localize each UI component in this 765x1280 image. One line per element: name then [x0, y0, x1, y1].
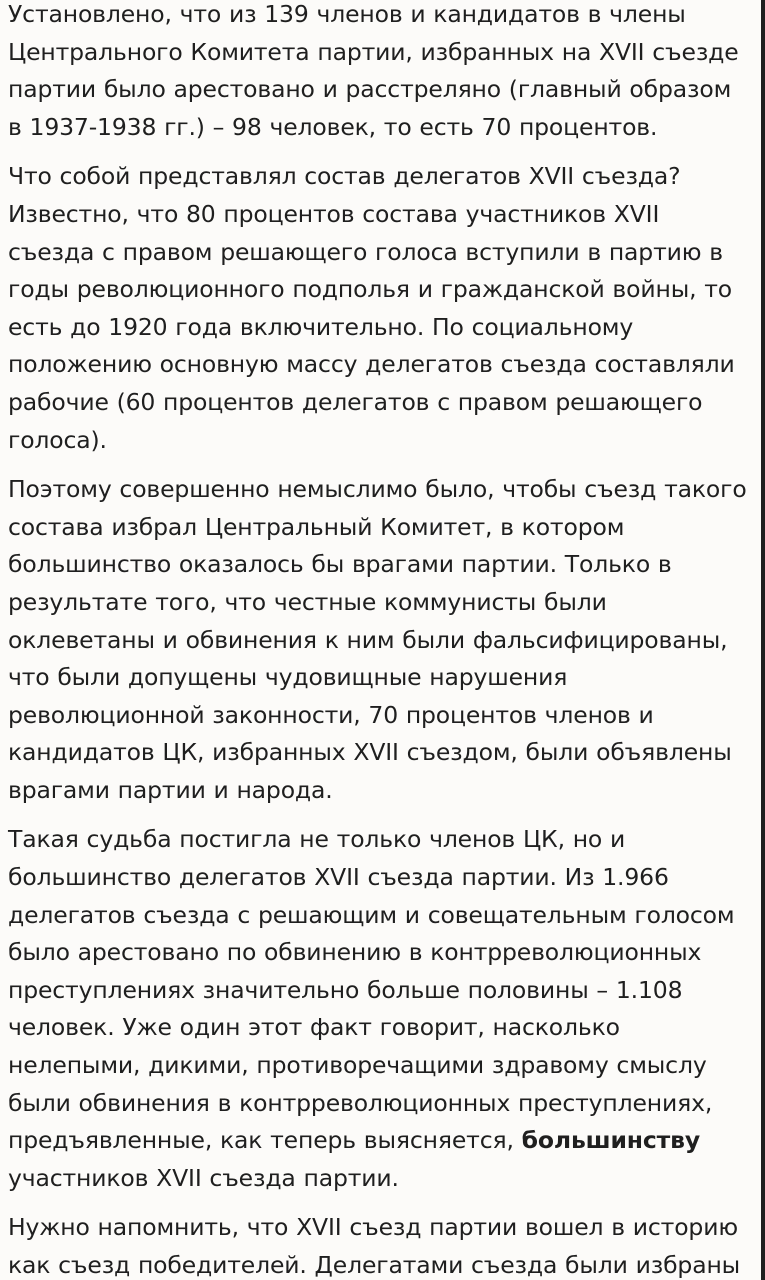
paragraph-4-text-after: участников XVII съезда партии. [8, 1163, 399, 1192]
paragraph-4-bold-word: большинству [521, 1126, 701, 1155]
paragraph-4-text-before: Такая судьба постигла не только членов ЦК, но и большинство делегатов XVII съезда партии. Из 1.966 делегатов съезда с решающим и совещательным голосом было арестовано по обвинению в контрреволюционных преступлениях значительно больше половины – 1.108 человек. Уже один этот факт говорит, насколько нелепыми, дикими, противоречащими здравому смыслу были обвинения в контрреволюционных преступлениях, предъявленные, как теперь выясняется, [8, 825, 735, 1155]
paragraph-5: Нужно напомнить, что XVII съезд партии вошел в историю как съезд победителей. Делегатами съезда были избраны [8, 1213, 741, 1279]
paragraph-2: Что собой представлял состав делегатов XVII съезда? Известно, что 80 процентов состава участников XVII съезда с правом решающего голоса вступили в партию в годы революционного подполья и гражданской войны, то есть до 1920 года включительно. По социальному положению основную массу делегатов съезда составляли рабочие (60 процентов делегатов с правом решающего голоса). [8, 162, 735, 454]
paragraph-4 [8, 821, 747, 1197]
paragraph-3: Поэтому совершенно немыслимо было, чтобы съезд такого состава избрал Центральный Комитет, в котором большинство оказалось бы врагами партии. Только в результате того, что честные коммунисты были оклеветаны и обвинения к ним были фальсифицированы, что были допущены чудовищные нарушения революционной законности, 70 процентов членов и кандидатов ЦК, избранных XVII съездом, были объявлены врагами партии и народа. [8, 475, 747, 804]
article-body [8, 0, 747, 1280]
paragraph-1: Установлено, что из 139 членов и кандидатов в члены Центрального Комитета партии, избранных на XVII съезде партии было арестовано и расстреляно (главный образом в 1937-1938 гг.) – 98 человек, то есть 70 процентов. [8, 0, 739, 141]
